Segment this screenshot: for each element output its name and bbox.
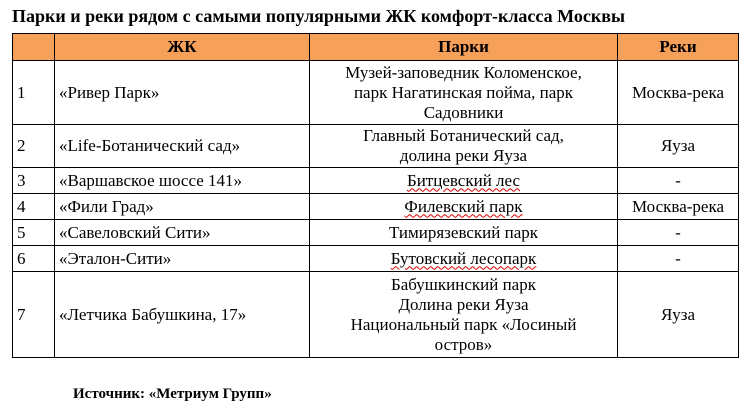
- page-title: Парки и реки рядом с самыми популярными ЖК комфорт-класса Москвы: [12, 6, 626, 26]
- header-rivers: Реки: [618, 34, 739, 61]
- park-line: Музей-заповедник Коломенское,: [345, 62, 582, 82]
- row-number: 1: [13, 61, 55, 125]
- park-line: Садовники: [423, 102, 504, 122]
- park-line: остров»: [434, 334, 493, 354]
- table-row: [13, 272, 739, 358]
- complex-name: «Эталон-Сити»: [55, 246, 310, 272]
- river-cell: Яуза: [618, 125, 739, 168]
- parks-cell: [310, 220, 618, 246]
- river-cell: Москва-река: [618, 61, 739, 125]
- complex-name: «Life-Ботанический сад»: [55, 125, 310, 168]
- complex-name: «Савеловский Сити»: [55, 220, 310, 246]
- complex-name: «Ривер Парк»: [55, 61, 310, 125]
- header-complex: ЖК: [55, 34, 310, 61]
- row-number: 7: [13, 272, 55, 358]
- header-parks: Парки: [310, 34, 618, 61]
- parks-cell: [310, 272, 618, 358]
- parks-cell: [310, 168, 618, 194]
- park-line: Главный Ботанический сад,: [363, 126, 564, 145]
- park-line: Битцевский лес: [406, 170, 521, 190]
- table-row: [13, 61, 739, 125]
- park-line: Тимирязевский парк: [388, 222, 539, 242]
- row-number: 2: [13, 125, 55, 168]
- park-line: долина реки Яуза: [399, 146, 528, 165]
- table-row: [13, 168, 739, 194]
- parks-cell: [310, 125, 618, 168]
- complex-name: «Летчика Бабушкина, 17»: [55, 272, 310, 358]
- table-row: [13, 220, 739, 246]
- parks-rivers-table: [12, 33, 739, 358]
- row-number: 6: [13, 246, 55, 272]
- complex-name: «Варшавское шоссе 141»: [55, 168, 310, 194]
- parks-cell: [310, 246, 618, 272]
- complex-name: «Фили Град»: [55, 194, 310, 220]
- table-row: [13, 125, 739, 168]
- river-cell: Москва-река: [618, 194, 739, 220]
- source-note: Источник: «Метриум Групп»: [73, 386, 272, 402]
- header-num: [13, 34, 55, 61]
- parks-cell: [310, 194, 618, 220]
- row-number: 3: [13, 168, 55, 194]
- parks-cell: [310, 61, 618, 125]
- table-header-row: [13, 34, 739, 61]
- river-cell: -: [618, 246, 739, 272]
- row-number: 4: [13, 194, 55, 220]
- park-line: Филевский парк: [404, 196, 523, 216]
- river-cell: -: [618, 168, 739, 194]
- table-row: [13, 194, 739, 220]
- table-row: [13, 246, 739, 272]
- park-line: парк Нагатинская пойма, парк: [353, 82, 574, 102]
- park-line: Национальный парк «Лосиный: [350, 314, 577, 334]
- park-line: Бабушкинский парк: [390, 274, 536, 294]
- row-number: 5: [13, 220, 55, 246]
- park-line: Долина реки Яуза: [398, 294, 529, 314]
- river-cell: Яуза: [618, 272, 739, 358]
- river-cell: -: [618, 220, 739, 246]
- park-line: Бутовский лесопарк: [390, 248, 537, 268]
